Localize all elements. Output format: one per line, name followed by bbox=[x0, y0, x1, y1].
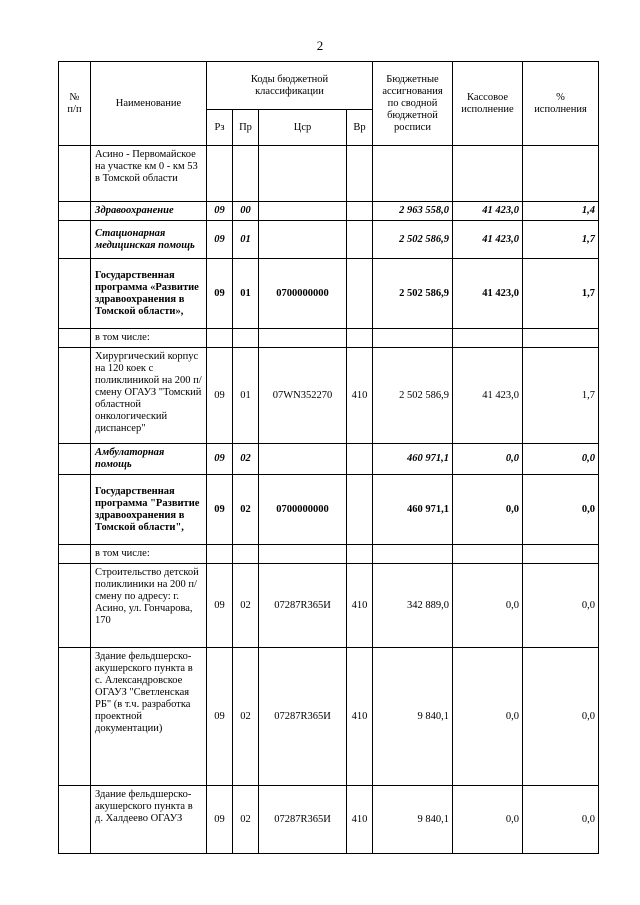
row-budget-cell: 460 971,1 bbox=[373, 444, 453, 475]
row-pr-cell: 02 bbox=[233, 786, 259, 854]
row-csr-cell bbox=[259, 444, 347, 475]
row-csr-cell: 07287R365И bbox=[259, 786, 347, 854]
budget-table bbox=[58, 61, 599, 854]
table-row bbox=[59, 348, 599, 444]
header-cash: Кассовое исполнение bbox=[453, 62, 523, 146]
row-rz-cell bbox=[207, 146, 233, 202]
table-row bbox=[59, 648, 599, 786]
row-budget-cell bbox=[373, 545, 453, 564]
row-cash-cell: 41 423,0 bbox=[453, 259, 523, 329]
header-rz: Рз bbox=[207, 110, 233, 146]
table-row bbox=[59, 444, 599, 475]
row-name-cell: Хирургический корпус на 120 коек с поликлиникой на 200 п/смену ОГАУЗ "Томский областной онкологический диспансер" bbox=[91, 348, 207, 444]
row-number-cell bbox=[59, 475, 91, 545]
row-name-cell: Асино - Первомайское на участке км 0 - км 53 в Томской области bbox=[91, 146, 207, 202]
row-budget-cell: 2 502 586,9 bbox=[373, 259, 453, 329]
row-cash-cell: 0,0 bbox=[453, 444, 523, 475]
header-csr: Цср bbox=[259, 110, 347, 146]
row-csr-cell bbox=[259, 146, 347, 202]
row-pct-cell: 1,7 bbox=[523, 221, 599, 259]
row-rz-cell: 09 bbox=[207, 475, 233, 545]
table-row bbox=[59, 259, 599, 329]
row-pr-cell: 02 bbox=[233, 648, 259, 786]
header-vr: Вр bbox=[347, 110, 373, 146]
row-vr-cell: 410 bbox=[347, 564, 373, 648]
row-vr-cell: 410 bbox=[347, 786, 373, 854]
row-rz-cell: 09 bbox=[207, 348, 233, 444]
row-pr-cell: 02 bbox=[233, 564, 259, 648]
row-cash-cell: 0,0 bbox=[453, 786, 523, 854]
row-rz-cell bbox=[207, 545, 233, 564]
header-pr: Пр bbox=[233, 110, 259, 146]
row-rz-cell: 09 bbox=[207, 259, 233, 329]
header-codes: Коды бюджетной классификации bbox=[207, 62, 373, 110]
row-csr-cell: 07287R365И bbox=[259, 564, 347, 648]
row-csr-cell: 0700000000 bbox=[259, 475, 347, 545]
row-vr-cell bbox=[347, 202, 373, 221]
table-body bbox=[59, 146, 599, 854]
row-budget-cell: 460 971,1 bbox=[373, 475, 453, 545]
row-pr-cell bbox=[233, 146, 259, 202]
row-number-cell bbox=[59, 146, 91, 202]
row-name-cell: Государственная программа «Развитие здравоохранения в Томской области», bbox=[91, 259, 207, 329]
row-pct-cell bbox=[523, 329, 599, 348]
row-csr-cell bbox=[259, 329, 347, 348]
row-number-cell bbox=[59, 202, 91, 221]
row-name-cell: Стационарная медицинская помощь bbox=[91, 221, 207, 259]
header-budget: Бюджетные ассигнования по сводной бюджетной росписи bbox=[373, 62, 453, 146]
row-vr-cell bbox=[347, 329, 373, 348]
table-row bbox=[59, 564, 599, 648]
page-number: 2 bbox=[316, 38, 324, 53]
row-pct-cell: 0,0 bbox=[523, 648, 599, 786]
row-name-cell: Здание фельдшерско-акушерского пункта в д. Халдеево ОГАУЗ bbox=[91, 786, 207, 854]
header-pct: % исполнения bbox=[523, 62, 599, 146]
table-row bbox=[59, 545, 599, 564]
row-csr-cell bbox=[259, 221, 347, 259]
row-pct-cell: 0,0 bbox=[523, 786, 599, 854]
row-pr-cell: 01 bbox=[233, 221, 259, 259]
row-pr-cell bbox=[233, 329, 259, 348]
table-row bbox=[59, 221, 599, 259]
row-number-cell bbox=[59, 348, 91, 444]
row-name-cell: Строительство детской поликлиники на 200 п/смену по адресу: г. Асино, ул. Гончарова, 170 bbox=[91, 564, 207, 648]
row-rz-cell: 09 bbox=[207, 444, 233, 475]
row-pr-cell: 01 bbox=[233, 348, 259, 444]
row-number-cell bbox=[59, 221, 91, 259]
row-csr-cell: 07WN352270 bbox=[259, 348, 347, 444]
table-row bbox=[59, 202, 599, 221]
row-budget-cell bbox=[373, 146, 453, 202]
row-number-cell bbox=[59, 786, 91, 854]
row-pct-cell: 0,0 bbox=[523, 475, 599, 545]
row-pr-cell: 02 bbox=[233, 444, 259, 475]
row-pr-cell: 01 bbox=[233, 259, 259, 329]
table-row bbox=[59, 329, 599, 348]
row-pct-cell: 1,7 bbox=[523, 259, 599, 329]
row-cash-cell: 0,0 bbox=[453, 648, 523, 786]
row-pct-cell bbox=[523, 146, 599, 202]
table-row bbox=[59, 786, 599, 854]
row-pct-cell: 1,4 bbox=[523, 202, 599, 221]
row-budget-cell: 9 840,1 bbox=[373, 786, 453, 854]
row-rz-cell: 09 bbox=[207, 786, 233, 854]
row-cash-cell: 0,0 bbox=[453, 475, 523, 545]
row-cash-cell: 41 423,0 bbox=[453, 221, 523, 259]
row-name-cell: Здание фельдшерско-акушерского пункта в с. Александровское ОГАУЗ "Светленская РБ" (в т.ч. разработка проектной документации) bbox=[91, 648, 207, 786]
row-number-cell bbox=[59, 259, 91, 329]
row-cash-cell bbox=[453, 329, 523, 348]
row-number-cell bbox=[59, 545, 91, 564]
row-cash-cell: 41 423,0 bbox=[453, 202, 523, 221]
row-pr-cell: 02 bbox=[233, 475, 259, 545]
table-row bbox=[59, 146, 599, 202]
row-rz-cell bbox=[207, 329, 233, 348]
row-name-cell: Государственная программа "Развитие здравоохранения в Томской области", bbox=[91, 475, 207, 545]
row-pr-cell: 00 bbox=[233, 202, 259, 221]
row-pct-cell bbox=[523, 545, 599, 564]
row-vr-cell bbox=[347, 221, 373, 259]
row-rz-cell: 09 bbox=[207, 648, 233, 786]
row-csr-cell: 0700000000 bbox=[259, 259, 347, 329]
row-cash-cell: 41 423,0 bbox=[453, 348, 523, 444]
row-csr-cell bbox=[259, 202, 347, 221]
row-name-cell: Амбулаторная помощь bbox=[91, 444, 207, 475]
row-pct-cell: 0,0 bbox=[523, 444, 599, 475]
row-vr-cell bbox=[347, 259, 373, 329]
row-budget-cell: 9 840,1 bbox=[373, 648, 453, 786]
row-budget-cell bbox=[373, 329, 453, 348]
row-pct-cell: 1,7 bbox=[523, 348, 599, 444]
row-number-cell bbox=[59, 329, 91, 348]
row-cash-cell bbox=[453, 146, 523, 202]
row-name-cell: Здравоохранение bbox=[91, 202, 207, 221]
row-budget-cell: 2 963 558,0 bbox=[373, 202, 453, 221]
row-number-cell bbox=[59, 648, 91, 786]
row-csr-cell bbox=[259, 545, 347, 564]
header-num: № п/п bbox=[59, 62, 91, 146]
row-rz-cell: 09 bbox=[207, 221, 233, 259]
row-vr-cell: 410 bbox=[347, 648, 373, 786]
row-csr-cell: 07287R365И bbox=[259, 648, 347, 786]
row-vr-cell bbox=[347, 146, 373, 202]
row-name-cell: в том числе: bbox=[91, 329, 207, 348]
row-rz-cell: 09 bbox=[207, 202, 233, 221]
row-vr-cell bbox=[347, 444, 373, 475]
row-vr-cell: 410 bbox=[347, 348, 373, 444]
header-name: Наименование bbox=[91, 62, 207, 146]
row-rz-cell: 09 bbox=[207, 564, 233, 648]
row-pct-cell: 0,0 bbox=[523, 564, 599, 648]
row-cash-cell: 0,0 bbox=[453, 564, 523, 648]
row-number-cell bbox=[59, 444, 91, 475]
row-cash-cell bbox=[453, 545, 523, 564]
row-number-cell bbox=[59, 564, 91, 648]
row-vr-cell bbox=[347, 545, 373, 564]
row-name-cell: в том числе: bbox=[91, 545, 207, 564]
row-budget-cell: 342 889,0 bbox=[373, 564, 453, 648]
row-pr-cell bbox=[233, 545, 259, 564]
row-budget-cell: 2 502 586,9 bbox=[373, 348, 453, 444]
table-row bbox=[59, 475, 599, 545]
row-vr-cell bbox=[347, 475, 373, 545]
row-budget-cell: 2 502 586,9 bbox=[373, 221, 453, 259]
